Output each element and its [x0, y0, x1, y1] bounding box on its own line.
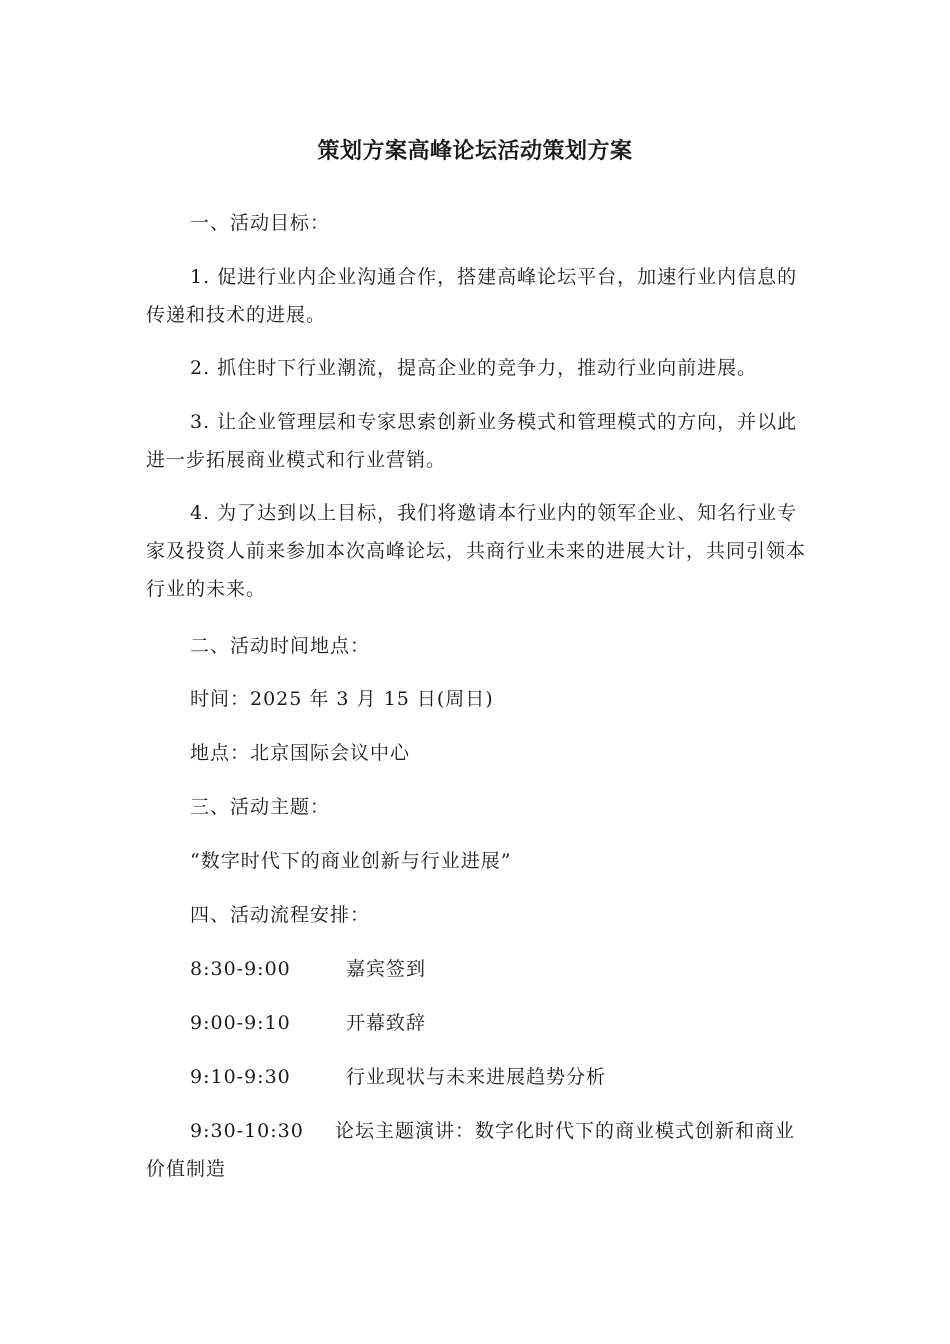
event-place: 地点：北京国际会议中心 — [190, 742, 411, 764]
goal-item-1: 1. 促进行业内企业沟通合作，搭建高峰论坛平台，加速行业内信息的传递和技术的进展。 — [146, 266, 798, 326]
schedule-item: 行业现状与未来进展趋势分析 — [346, 1066, 607, 1088]
goal-item-2: 2. 抓住时下行业潮流，提高企业的竞争力，推动行业向前进展。 — [190, 357, 758, 379]
schedule-row — [190, 950, 426, 988]
schedule-row — [146, 1112, 811, 1188]
schedule-time: 8:30-9:00 — [190, 958, 291, 980]
schedule-item: 开幕致辞 — [346, 1012, 427, 1034]
document-title: 策划方案高峰论坛活动策划方案 — [317, 139, 633, 164]
goal-item-3: 3. 让企业管理层和专家思索创新业务模式和管理模式的方向，并以此进一步拓展商业模式和行业营销。 — [146, 411, 798, 471]
event-time: 时间：2025 年 3 月 15 日(周日) — [190, 688, 494, 710]
schedule-item: 嘉宾签到 — [346, 958, 427, 980]
schedule-time: 9:30-10:30 — [190, 1120, 304, 1142]
theme-heading: 三、活动主题： — [190, 796, 331, 818]
time-place-heading: 二、活动时间地点： — [190, 635, 371, 657]
schedule-time: 9:10-9:30 — [190, 1066, 291, 1088]
schedule-row — [190, 1058, 606, 1096]
event-theme: “数字时代下的商业创新与行业进展” — [190, 850, 512, 872]
flow-heading: 四、活动流程安排： — [190, 904, 371, 926]
schedule-time: 9:00-9:10 — [190, 1012, 291, 1034]
schedule-row — [190, 1004, 426, 1042]
goal-item-4: 4. 为了达到以上目标，我们将邀请本行业内的领军企业、知名行业专家及投资人前来参加本次高峰论坛，共商行业未来的进展大计，共同引领本行业的未来。 — [146, 502, 807, 600]
schedule-item: 论坛主题演讲：数字化时代下的商业模式创新和商业价值制造 — [146, 1120, 796, 1180]
goal-heading: 一、活动目标： — [190, 212, 331, 234]
